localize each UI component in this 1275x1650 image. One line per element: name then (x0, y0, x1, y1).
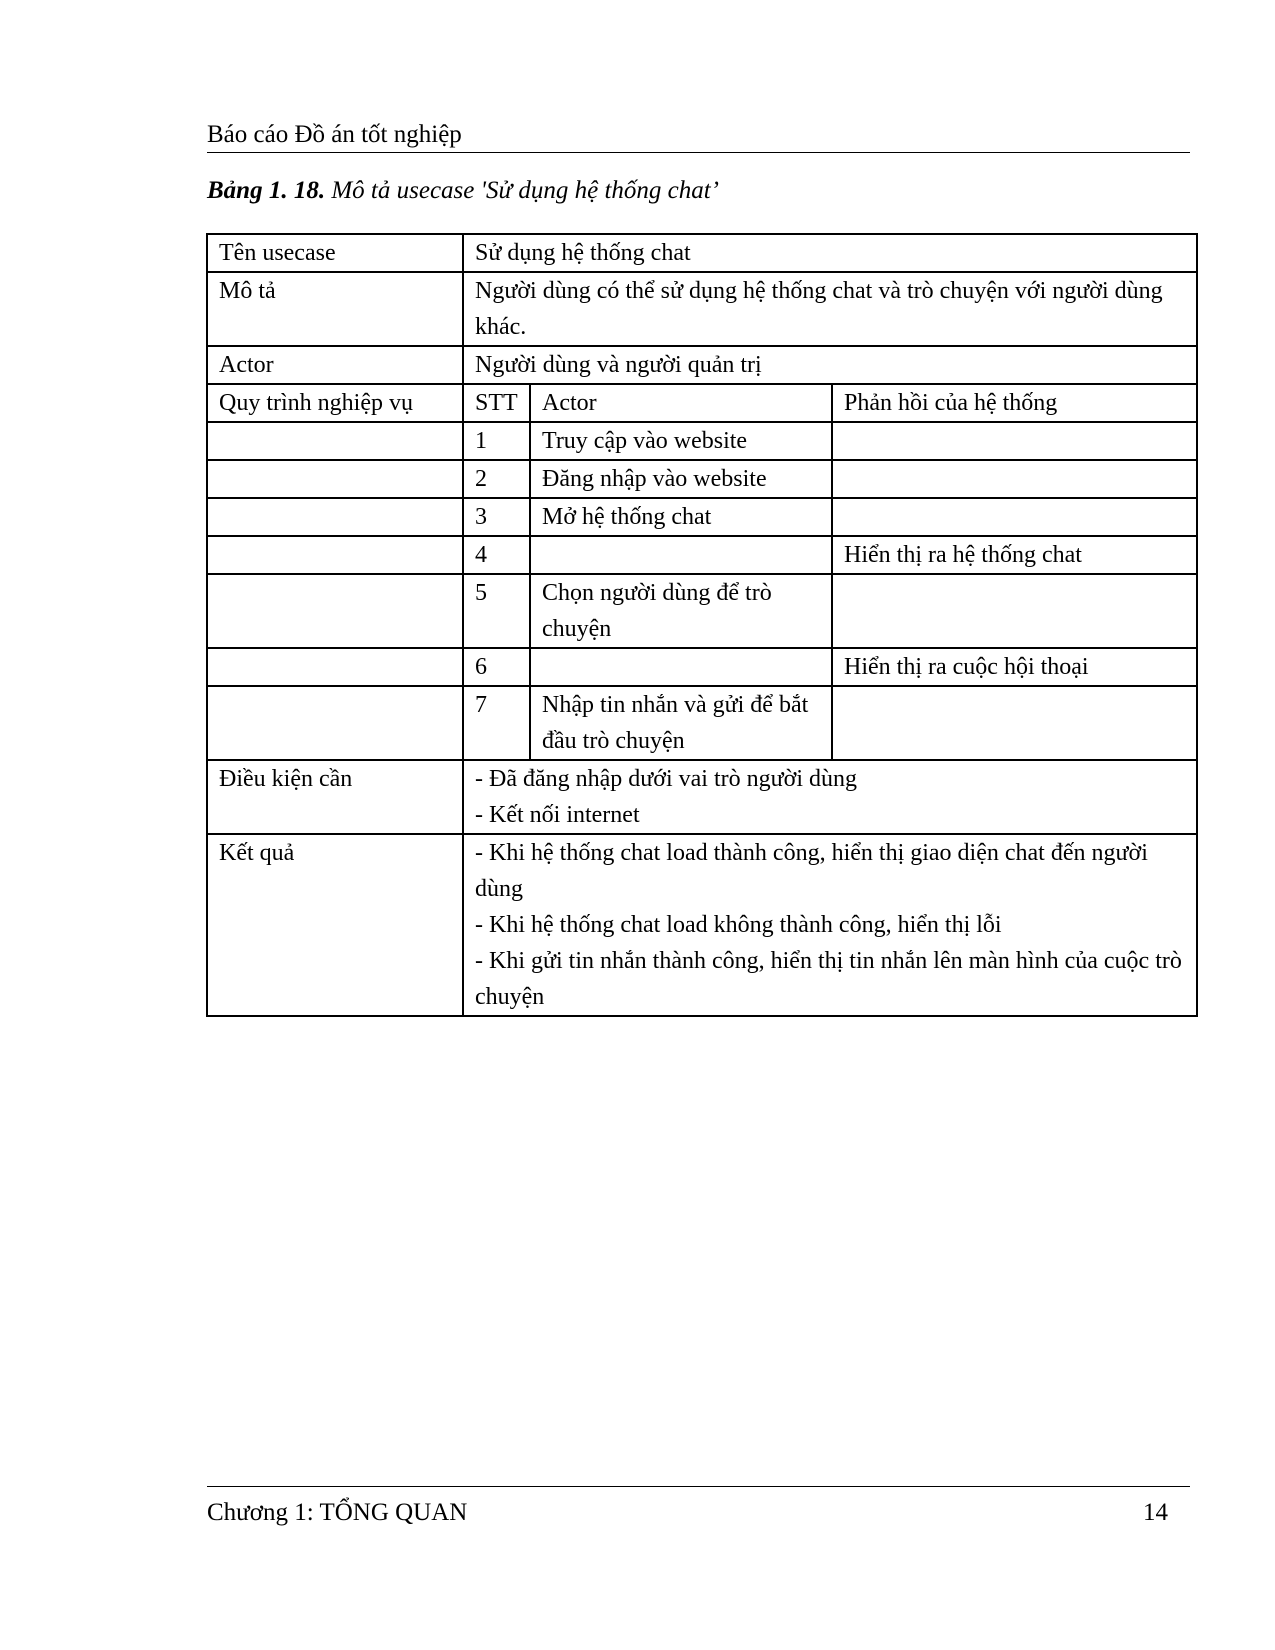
table-row-step (207, 536, 1197, 574)
description-label: Mô tả (207, 272, 463, 346)
table-row-process-header (207, 384, 1197, 422)
step-system-response (832, 498, 1197, 536)
step-number: 2 (463, 460, 530, 498)
description-value: Người dùng có thể sử dụng hệ thống chat và trò chuyện với người dùng khác. (463, 272, 1197, 346)
page-footer (207, 1486, 1190, 1531)
step-actor: Đăng nhập vào website (530, 460, 832, 498)
result-list (463, 834, 1197, 1016)
table-row-name (207, 234, 1197, 272)
table-row-result (207, 834, 1197, 1016)
step-number: 3 (463, 498, 530, 536)
table-row-step (207, 574, 1197, 648)
step-number: 4 (463, 536, 530, 574)
precondition-label: Điều kiện cần (207, 760, 463, 834)
step-number: 6 (463, 648, 530, 686)
stt-header: STT (463, 384, 530, 422)
usecase-table (206, 233, 1198, 1017)
actor-label: Actor (207, 346, 463, 384)
table-row-step (207, 648, 1197, 686)
usecase-name-label: Tên usecase (207, 234, 463, 272)
step-system-response: Hiển thị ra hệ thống chat (832, 536, 1197, 574)
table-caption-text: Mô tả usecase 'Sử dụng hệ thống chat’ (325, 177, 720, 204)
step-actor (530, 536, 832, 574)
step-actor: Mở hệ thống chat (530, 498, 832, 536)
usecase-name-value: Sử dụng hệ thống chat (463, 234, 1197, 272)
table-row-step (207, 686, 1197, 760)
table-row-actor (207, 346, 1197, 384)
result-item: - Khi hệ thống chat load không thành công, hiển thị lỗi (475, 912, 1002, 938)
table-row-step (207, 498, 1197, 536)
step-system-response (832, 574, 1197, 648)
system-response-header: Phản hồi của hệ thống (832, 384, 1197, 422)
step-system-response (832, 422, 1197, 460)
step-actor (530, 648, 832, 686)
document-title: Báo cáo Đồ án tốt nghiệp (207, 121, 462, 148)
table-row-description (207, 272, 1197, 346)
table-caption-number: Bảng 1. 18. (207, 177, 326, 204)
step-system-response (832, 460, 1197, 498)
step-actor: Chọn người dùng để trò chuyện (530, 574, 832, 648)
page-header (207, 118, 1190, 153)
step-system-response (832, 686, 1197, 760)
precondition-list (463, 760, 1197, 834)
precondition-item: - Kết nối internet (475, 802, 640, 828)
step-number: 5 (463, 574, 530, 648)
step-system-response: Hiển thị ra cuộc hội thoại (832, 648, 1197, 686)
table-row-precondition (207, 760, 1197, 834)
precondition-item: - Đã đăng nhập dưới vai trò người dùng (475, 766, 857, 792)
step-actor: Nhập tin nhắn và gửi để bắt đầu trò chuyện (530, 686, 832, 760)
table-row-step (207, 422, 1197, 460)
step-number: 7 (463, 686, 530, 760)
table-caption (207, 174, 719, 208)
result-item: - Khi gửi tin nhắn thành công, hiển thị tin nhắn lên màn hình của cuộc trò chuyện (475, 948, 1182, 1010)
actor-value: Người dùng và người quản trị (463, 346, 1197, 384)
table-row-step (207, 460, 1197, 498)
page-number: 14 (1143, 1499, 1168, 1526)
process-label: Quy trình nghiệp vụ (207, 384, 463, 422)
chapter-title: Chương 1: TỔNG QUAN (207, 1499, 468, 1526)
actor-header: Actor (530, 384, 832, 422)
result-item: - Khi hệ thống chat load thành công, hiển thị giao diện chat đến người dùng (475, 840, 1148, 902)
step-actor: Truy cập vào website (530, 422, 832, 460)
step-number: 1 (463, 422, 530, 460)
result-label: Kết quả (207, 834, 463, 1016)
